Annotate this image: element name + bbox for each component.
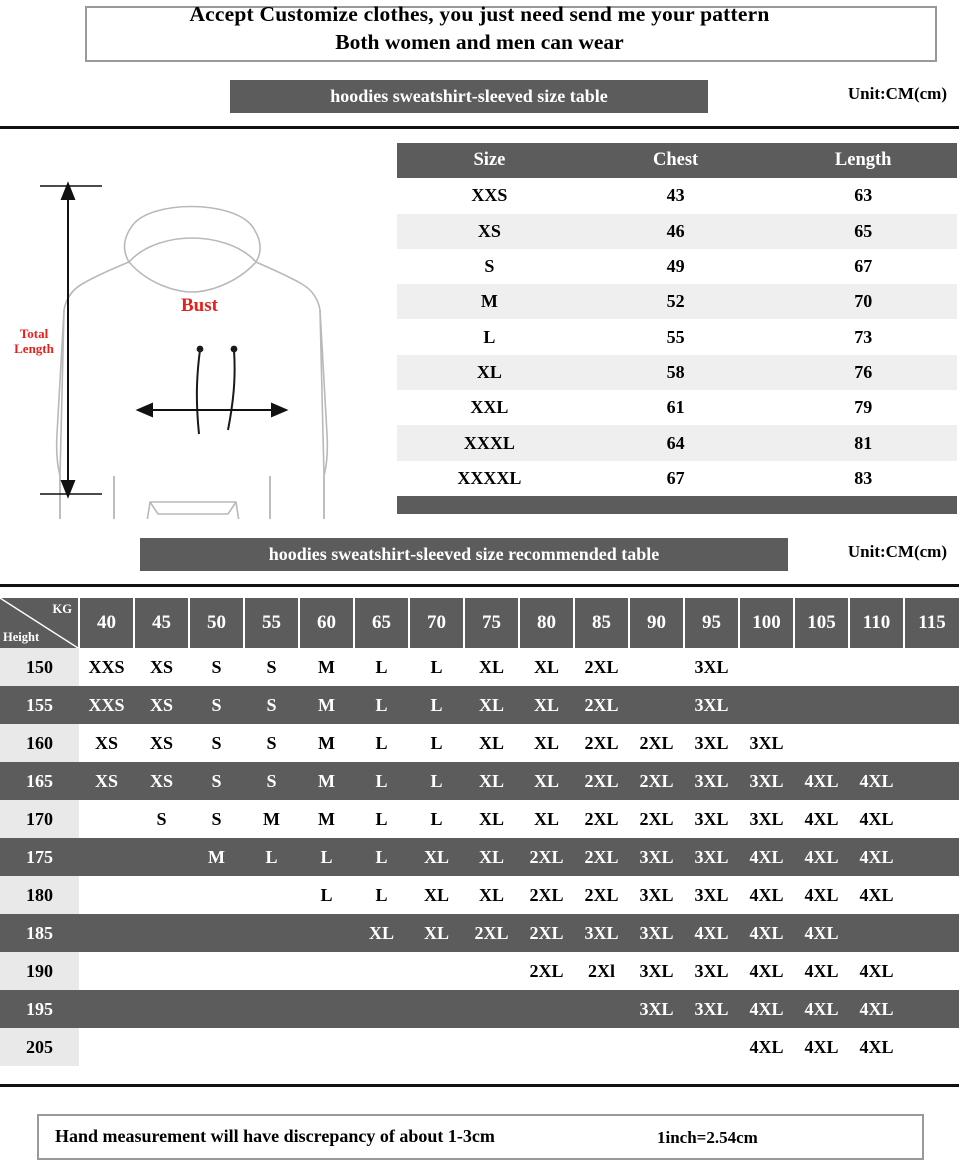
recommend-cell: 2XL xyxy=(584,846,619,867)
table-row xyxy=(0,990,959,1028)
recommend-cell: XL xyxy=(478,656,504,677)
recommend-cell xyxy=(189,914,244,952)
recommend-cell xyxy=(519,990,574,1028)
length-cell: 65 xyxy=(854,220,873,241)
recommend-cell: XS xyxy=(149,770,173,791)
recommend-cell xyxy=(189,1028,244,1066)
table-row xyxy=(0,724,959,762)
recommend-cell: L xyxy=(430,808,443,829)
size-table-footer-band xyxy=(397,496,957,514)
recommend-cell xyxy=(519,1028,574,1066)
recommend-cell: 4XL xyxy=(859,808,894,829)
recommend-cell: S xyxy=(211,732,222,753)
recommend-cell xyxy=(409,990,464,1028)
recommend-cell: 2XL xyxy=(584,770,619,791)
length-cell: 83 xyxy=(854,467,873,488)
size-cell: M xyxy=(480,291,498,312)
recommend-cell: XL xyxy=(533,656,559,677)
length-cell: 70 xyxy=(854,291,873,312)
chest-cell: 43 xyxy=(666,185,685,206)
size-cell: XXS xyxy=(471,185,508,206)
recommend-cell xyxy=(904,648,959,686)
weight-header-cell: 55 xyxy=(244,598,299,648)
recommend-cell: S xyxy=(211,770,222,791)
size-cell: S xyxy=(484,256,495,277)
recommend-cell: 4XL xyxy=(804,846,839,867)
recommend-cell xyxy=(904,914,959,952)
recommend-cell: 4XL xyxy=(749,960,784,981)
recommend-cell: 2XL xyxy=(639,770,674,791)
recommend-cell xyxy=(464,990,519,1028)
recommend-cell: 3XL xyxy=(694,998,729,1019)
recommend-cell xyxy=(134,838,189,876)
recommend-cell xyxy=(134,914,189,952)
weight-header-cell: 70 xyxy=(409,598,464,648)
recommend-cell xyxy=(299,1028,354,1066)
recommend-cell: 4XL xyxy=(749,922,784,943)
weight-header-cell: 105 xyxy=(794,598,849,648)
height-header-cell: 150 xyxy=(0,648,79,686)
recommend-cell xyxy=(79,838,134,876)
recommend-cell: L xyxy=(375,732,388,753)
recommend-cell xyxy=(244,952,299,990)
length-cell: 81 xyxy=(854,432,873,453)
recommend-cell: 2XL xyxy=(529,960,564,981)
recommend-cell: 3XL xyxy=(694,694,729,715)
recommend-cell: 4XL xyxy=(804,922,839,943)
recommend-cell xyxy=(299,952,354,990)
recommend-cell: XXS xyxy=(88,694,125,715)
recommend-cell: 3XL xyxy=(639,960,674,981)
height-axis-label: Height xyxy=(3,630,40,644)
table-row xyxy=(0,762,959,800)
recommend-cell: 4XL xyxy=(859,884,894,905)
recommend-cell: L xyxy=(430,694,443,715)
length-cell: 76 xyxy=(854,361,873,382)
size-cell: L xyxy=(483,326,496,347)
recommend-cell xyxy=(629,686,684,724)
recommend-cell xyxy=(79,1028,134,1066)
recommend-cell: 4XL xyxy=(804,884,839,905)
recommend-cell: S xyxy=(156,808,167,829)
size-cell: XL xyxy=(476,361,502,382)
recommend-cell: 4XL xyxy=(804,770,839,791)
recommend-cell: 3XL xyxy=(694,770,729,791)
recommend-cell: XL xyxy=(478,846,504,867)
chest-cell: 67 xyxy=(666,467,685,488)
recommend-cell xyxy=(134,1028,189,1066)
divider-middle xyxy=(0,584,959,587)
table-row xyxy=(0,952,959,990)
recommend-cell: L xyxy=(430,732,443,753)
recommend-cell: 3XL xyxy=(639,846,674,867)
recommend-cell: XS xyxy=(149,656,173,677)
recommend-cell xyxy=(794,686,849,724)
recommend-cell xyxy=(79,800,134,838)
size-cell: XXL xyxy=(470,397,509,418)
chest-cell: 46 xyxy=(666,220,685,241)
recommend-cell xyxy=(684,1028,739,1066)
weight-header-cell: 95 xyxy=(684,598,739,648)
recommend-cell xyxy=(849,648,904,686)
bust-measure-label: Bust xyxy=(181,295,218,316)
recommend-cell: 2XL xyxy=(584,884,619,905)
weight-axis-label: KG xyxy=(52,602,72,616)
recommend-cell: XL xyxy=(478,694,504,715)
length-cell: 73 xyxy=(854,326,873,347)
recommend-cell: 4XL xyxy=(859,846,894,867)
recommend-cell: L xyxy=(375,884,388,905)
recommend-cell: XL xyxy=(533,694,559,715)
recommend-cell: XS xyxy=(149,694,173,715)
recommend-cell: 2XL xyxy=(584,694,619,715)
weight-header-cell: 100 xyxy=(739,598,794,648)
height-header-cell: 165 xyxy=(0,762,79,800)
recommend-cell: L xyxy=(375,770,388,791)
header-line-2: Both women and men can wear xyxy=(335,30,624,54)
recommend-cell xyxy=(739,686,794,724)
recommend-cell xyxy=(904,686,959,724)
table-row xyxy=(0,914,959,952)
header xyxy=(0,0,959,64)
table-row xyxy=(397,214,957,249)
recommend-table-title: hoodies sweatshirt-sleeved size recommended table xyxy=(140,538,788,571)
recommend-cell: 2Xl xyxy=(588,960,615,981)
recommend-cell xyxy=(189,952,244,990)
recommend-cell xyxy=(464,1028,519,1066)
weight-header-cell: 85 xyxy=(574,598,629,648)
recommend-cell: L xyxy=(430,656,443,677)
recommend-cell xyxy=(299,914,354,952)
chest-cell: 64 xyxy=(666,432,685,453)
recommend-cell xyxy=(904,1028,959,1066)
recommend-cell xyxy=(574,1028,629,1066)
recommend-cell: XL xyxy=(478,732,504,753)
height-header-cell: 185 xyxy=(0,914,79,952)
size-cell: XS xyxy=(477,220,501,241)
height-header-cell: 160 xyxy=(0,724,79,762)
table-row xyxy=(0,686,959,724)
recommend-cell: 4XL xyxy=(749,846,784,867)
recommend-cell: 2XL xyxy=(474,922,509,943)
recommend-cell xyxy=(299,990,354,1028)
recommend-cell: M xyxy=(318,770,335,791)
table-row xyxy=(0,648,959,686)
recommend-cell: XL xyxy=(533,770,559,791)
recommend-cell: XL xyxy=(533,808,559,829)
recommend-cell: S xyxy=(266,732,277,753)
weight-header-cell: 50 xyxy=(189,598,244,648)
weight-header-cell: 115 xyxy=(904,598,959,648)
recommend-cell: 3XL xyxy=(694,656,729,677)
divider-bottom xyxy=(0,1084,959,1087)
chest-cell: 52 xyxy=(666,291,685,312)
size-table-header-row xyxy=(397,143,957,178)
recommend-cell xyxy=(904,952,959,990)
recommend-cell: 3XL xyxy=(694,732,729,753)
recommend-cell: 2XL xyxy=(529,846,564,867)
recommend-cell xyxy=(409,952,464,990)
height-header-cell: 190 xyxy=(0,952,79,990)
recommend-cell xyxy=(849,914,904,952)
recommend-header-row xyxy=(0,598,959,648)
recommend-cell: XL xyxy=(368,922,394,943)
chest-cell: 49 xyxy=(666,256,685,277)
recommend-cell: M xyxy=(318,732,335,753)
recommend-cell: 3XL xyxy=(749,732,784,753)
recommend-cell: 2XL xyxy=(639,808,674,829)
recommend-cell xyxy=(849,686,904,724)
recommend-cell xyxy=(134,952,189,990)
size-table-title-band xyxy=(0,80,959,116)
chest-cell: 58 xyxy=(666,361,685,382)
recommended-size-table xyxy=(0,598,959,1066)
recommend-cell xyxy=(464,952,519,990)
recommend-cell: S xyxy=(266,694,277,715)
weight-header-cell: 90 xyxy=(629,598,684,648)
recommend-cell xyxy=(574,990,629,1028)
total-length-measure-label xyxy=(5,326,63,356)
recommend-cell xyxy=(189,990,244,1028)
recommend-cell xyxy=(849,724,904,762)
recommend-cell xyxy=(794,724,849,762)
table-row xyxy=(397,249,957,284)
recommend-cell: 3XL xyxy=(639,998,674,1019)
weight-header-cell: 45 xyxy=(134,598,189,648)
recommend-cell: L xyxy=(375,656,388,677)
table-row xyxy=(397,319,957,354)
recommend-cell: S xyxy=(211,694,222,715)
recommend-cell xyxy=(904,990,959,1028)
recommend-cell: XL xyxy=(423,846,449,867)
recommend-cell xyxy=(904,724,959,762)
weight-header-cell: 80 xyxy=(519,598,574,648)
header-line-1: Accept Customize clothes, you just need send me your pattern xyxy=(189,2,770,26)
height-header-cell: 205 xyxy=(0,1028,79,1066)
size-cell: XXXXL xyxy=(457,467,522,488)
recommend-cell xyxy=(244,990,299,1028)
recommend-cell: S xyxy=(211,808,222,829)
table-row xyxy=(397,355,957,390)
recommend-cell: L xyxy=(265,846,278,867)
height-header-cell: 170 xyxy=(0,800,79,838)
chest-cell: 55 xyxy=(666,326,685,347)
recommend-table-title-band xyxy=(0,538,959,574)
recommend-cell: 2XL xyxy=(584,656,619,677)
recommend-cell xyxy=(134,990,189,1028)
recommend-cell xyxy=(354,990,409,1028)
weight-header-cell: 110 xyxy=(849,598,904,648)
recommend-cell: XL xyxy=(478,808,504,829)
recommend-cell xyxy=(244,1028,299,1066)
recommend-cell: L xyxy=(320,884,333,905)
recommend-cell: L xyxy=(320,846,333,867)
weight-header-cell: 60 xyxy=(299,598,354,648)
recommend-cell: XL xyxy=(478,884,504,905)
footer-note: Hand measurement will have discrepancy of about 1-3cm xyxy=(55,1126,495,1146)
recommend-cell: 2XL xyxy=(584,808,619,829)
length-cell: 63 xyxy=(854,185,873,206)
recommend-cell xyxy=(904,800,959,838)
recommend-cell: 3XL xyxy=(584,922,619,943)
size-table xyxy=(397,143,957,514)
chest-cell: 61 xyxy=(666,397,685,418)
table-row xyxy=(397,284,957,319)
table-row xyxy=(0,838,959,876)
table-row xyxy=(397,425,957,460)
recommend-table-unit: Unit:CM(cm) xyxy=(847,542,947,561)
recommend-cell: 4XL xyxy=(694,922,729,943)
recommend-cell: M xyxy=(263,808,280,829)
recommend-cell: S xyxy=(211,656,222,677)
recommend-cell xyxy=(79,952,134,990)
recommend-cell xyxy=(354,952,409,990)
recommend-cell xyxy=(629,648,684,686)
recommend-cell: 4XL xyxy=(859,960,894,981)
recommend-cell: 4XL xyxy=(749,884,784,905)
height-header-cell: 180 xyxy=(0,876,79,914)
recommend-cell xyxy=(794,648,849,686)
size-table-unit: Unit:CM(cm) xyxy=(847,84,947,103)
height-header-cell: 155 xyxy=(0,686,79,724)
weight-header-cell: 40 xyxy=(79,598,134,648)
recommend-cell: L xyxy=(375,694,388,715)
recommend-cell: 2XL xyxy=(529,922,564,943)
recommend-cell: 3XL xyxy=(694,808,729,829)
recommend-cell: S xyxy=(266,656,277,677)
recommend-cell xyxy=(904,838,959,876)
recommend-cell xyxy=(354,1028,409,1066)
recommend-cell: M xyxy=(318,694,335,715)
height-header-cell: 195 xyxy=(0,990,79,1028)
recommend-cell xyxy=(79,914,134,952)
divider-top xyxy=(0,126,959,129)
recommend-cell: 4XL xyxy=(859,1036,894,1057)
length-cell: 79 xyxy=(854,397,873,418)
recommend-cell: 3XL xyxy=(639,922,674,943)
height-header-cell: 175 xyxy=(0,838,79,876)
recommend-cell: 4XL xyxy=(749,1036,784,1057)
size-table-header-length: Length xyxy=(769,143,957,178)
recommend-cell: 2XL xyxy=(584,732,619,753)
recommend-cell: 4XL xyxy=(859,770,894,791)
table-row xyxy=(0,800,959,838)
table-row xyxy=(397,178,957,213)
recommend-cell: 3XL xyxy=(749,808,784,829)
weight-header-cell: 75 xyxy=(464,598,519,648)
recommend-cell xyxy=(79,876,134,914)
recommend-cell: M xyxy=(318,808,335,829)
total-length-line-1: Total xyxy=(19,326,49,341)
size-cell: XXXL xyxy=(463,432,515,453)
recommend-cell xyxy=(409,1028,464,1066)
recommend-cell xyxy=(134,876,189,914)
recommend-cell: S xyxy=(266,770,277,791)
recommend-cell: M xyxy=(208,846,225,867)
table-row xyxy=(0,1028,959,1066)
recommend-cell: L xyxy=(430,770,443,791)
recommend-cell xyxy=(629,1028,684,1066)
recommend-cell: L xyxy=(375,808,388,829)
recommend-cell: XS xyxy=(94,770,118,791)
recommend-cell xyxy=(189,876,244,914)
recommend-cell: XL xyxy=(423,884,449,905)
recommend-cell: L xyxy=(375,846,388,867)
recommend-cell: 4XL xyxy=(804,998,839,1019)
recommend-cell: 3XL xyxy=(749,770,784,791)
recommend-cell: 2XL xyxy=(529,884,564,905)
recommend-cell: M xyxy=(318,656,335,677)
size-table-title: hoodies sweatshirt-sleeved size table xyxy=(230,80,708,113)
recommend-cell: 4XL xyxy=(804,808,839,829)
table-row xyxy=(397,390,957,425)
size-table-header-chest: Chest xyxy=(582,143,770,178)
recommend-cell xyxy=(244,914,299,952)
recommend-cell: XS xyxy=(94,732,118,753)
recommend-cell: 2XL xyxy=(639,732,674,753)
recommend-cell: 4XL xyxy=(804,1036,839,1057)
recommend-cell xyxy=(79,990,134,1028)
recommend-cell: XL xyxy=(423,922,449,943)
recommend-cell: XXS xyxy=(88,656,125,677)
recommend-cell: 4XL xyxy=(749,998,784,1019)
axis-corner-cell xyxy=(0,598,79,648)
table-row xyxy=(397,461,957,496)
recommend-cell: XL xyxy=(478,770,504,791)
total-length-line-2: Length xyxy=(14,341,54,356)
recommend-cell: 3XL xyxy=(639,884,674,905)
recommend-cell xyxy=(904,876,959,914)
table-row xyxy=(0,876,959,914)
size-table-header-size: Size xyxy=(397,143,582,178)
weight-header-cell: 65 xyxy=(354,598,409,648)
length-cell: 67 xyxy=(854,256,873,277)
recommend-cell: 4XL xyxy=(804,960,839,981)
recommend-cell: 3XL xyxy=(694,960,729,981)
recommend-cell: 4XL xyxy=(859,998,894,1019)
recommend-cell: 3XL xyxy=(694,884,729,905)
recommend-cell: XS xyxy=(149,732,173,753)
recommend-cell xyxy=(739,648,794,686)
recommend-cell: 3XL xyxy=(694,846,729,867)
recommend-cell: XL xyxy=(533,732,559,753)
recommend-cell xyxy=(904,762,959,800)
footer-conversion: 1inch=2.54cm xyxy=(657,1128,758,1147)
recommend-cell xyxy=(244,876,299,914)
